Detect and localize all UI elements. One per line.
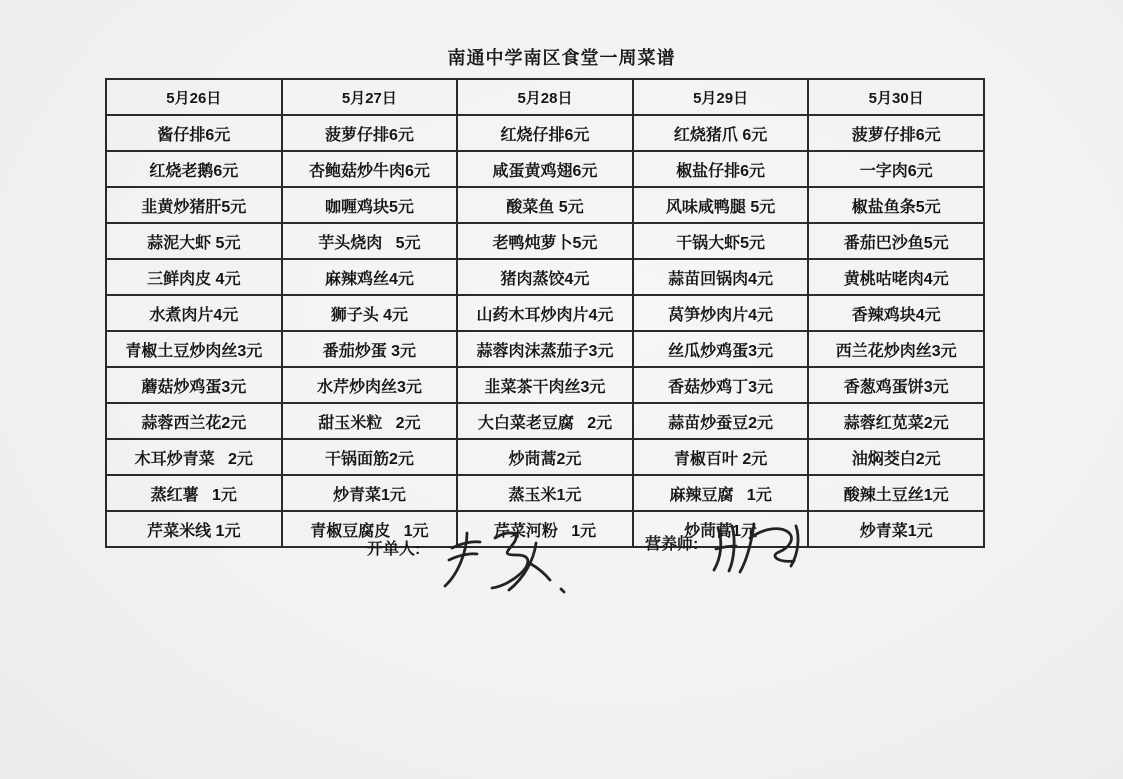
- menu-cell: 丝瓜炒鸡蛋3元: [633, 331, 809, 367]
- menu-cell: 青椒百叶 2元: [633, 439, 809, 475]
- menu-cell: 蒸红薯 1元: [106, 475, 282, 511]
- menu-cell: 干锅面筋2元: [282, 439, 458, 475]
- menu-cell: 甜玉米粒 2元: [282, 403, 458, 439]
- table-row: [106, 223, 984, 259]
- table-row: [106, 187, 984, 223]
- table-row: [106, 259, 984, 295]
- menu-cell: 三鲜肉皮 4元: [106, 259, 282, 295]
- menu-cell: 山药木耳炒肉片4元: [457, 295, 633, 331]
- menu-table-header: [106, 79, 984, 115]
- menu-cell: 椒盐仔排6元: [633, 151, 809, 187]
- menu-cell: 蒜苗炒蚕豆2元: [633, 403, 809, 439]
- column-header-date: 5月29日: [633, 79, 809, 115]
- menu-cell: 蒜蓉红苋菜2元: [808, 403, 984, 439]
- table-row: [106, 367, 984, 403]
- menu-cell: 酱仔排6元: [106, 115, 282, 151]
- menu-cell: 番茄炒蛋 3元: [282, 331, 458, 367]
- menu-cell: 麻辣豆腐 1元: [633, 475, 809, 511]
- table-row: [106, 295, 984, 331]
- table-row: [106, 115, 984, 151]
- menu-cell: 水芹炒肉丝3元: [282, 367, 458, 403]
- column-header-date: 5月27日: [282, 79, 458, 115]
- menu-cell: 蒸玉米1元: [457, 475, 633, 511]
- menu-cell: 大白菜老豆腐 2元: [457, 403, 633, 439]
- menu-cell: 黄桃咕咾肉4元: [808, 259, 984, 295]
- menu-cell: 菠萝仔排6元: [808, 115, 984, 151]
- menu-cell: 蒜泥大虾 5元: [106, 223, 282, 259]
- menu-cell: 青椒土豆炒肉丝3元: [106, 331, 282, 367]
- menu-cell: 木耳炒青菜 2元: [106, 439, 282, 475]
- column-header-date: 5月28日: [457, 79, 633, 115]
- nutritionist-label: 营养师:: [645, 536, 699, 553]
- menu-cell: 炒青菜1元: [808, 511, 984, 547]
- menu-cell: 芹菜米线 1元: [106, 511, 282, 547]
- menu-cell: 咸蛋黄鸡翅6元: [457, 151, 633, 187]
- menu-cell: 西兰花炒肉丝3元: [808, 331, 984, 367]
- menu-cell: 风味咸鸭腿 5元: [633, 187, 809, 223]
- menu-cell: 香葱鸡蛋饼3元: [808, 367, 984, 403]
- table-row: [106, 151, 984, 187]
- menu-cell: 番茄巴沙鱼5元: [808, 223, 984, 259]
- menu-cell: 猪肉蒸饺4元: [457, 259, 633, 295]
- menu-cell: 芹菜河粉 1元: [457, 511, 633, 547]
- table-row: [106, 439, 984, 475]
- menu-cell: 蘑菇炒鸡蛋3元: [106, 367, 282, 403]
- menu-cell: 酸辣土豆丝1元: [808, 475, 984, 511]
- menu-cell: 蒜蓉西兰花2元: [106, 403, 282, 439]
- menu-cell: 青椒豆腐皮 1元: [282, 511, 458, 547]
- menu-cell: 酸菜鱼 5元: [457, 187, 633, 223]
- menu-cell: 炒茼蒿2元: [457, 439, 633, 475]
- table-row: [106, 403, 984, 439]
- table-row: [106, 475, 984, 511]
- menu-cell: 韭菜茶干肉丝3元: [457, 367, 633, 403]
- menu-cell: 狮子头 4元: [282, 295, 458, 331]
- menu-cell: 干锅大虾5元: [633, 223, 809, 259]
- menu-cell: 红烧猪爪 6元: [633, 115, 809, 151]
- issuer-signature: [432, 524, 582, 602]
- menu-cell: 水煮肉片4元: [106, 295, 282, 331]
- menu-cell: 韭黄炒猪肝5元: [106, 187, 282, 223]
- menu-cell: 莴笋炒肉片4元: [633, 295, 809, 331]
- menu-cell: 麻辣鸡丝4元: [282, 259, 458, 295]
- menu-cell: 蒜苗回锅肉4元: [633, 259, 809, 295]
- column-header-date: 5月30日: [808, 79, 984, 115]
- menu-cell: 蒜蓉肉沫蒸茄子3元: [457, 331, 633, 367]
- menu-cell: 炒茼蒿1元: [633, 511, 809, 547]
- menu-cell: 咖喱鸡块5元: [282, 187, 458, 223]
- menu-cell: 香辣鸡块4元: [808, 295, 984, 331]
- menu-cell: 一字肉6元: [808, 151, 984, 187]
- column-header-date: 5月26日: [106, 79, 282, 115]
- header-row: [106, 79, 984, 115]
- menu-cell: 芋头烧肉 5元: [282, 223, 458, 259]
- nutritionist-signature: [706, 516, 806, 580]
- weekly-menu-table: [105, 78, 985, 548]
- menu-cell: 杏鲍菇炒牛肉6元: [282, 151, 458, 187]
- menu-cell: 红烧仔排6元: [457, 115, 633, 151]
- table-row: [106, 331, 984, 367]
- menu-cell: 炒青菜1元: [282, 475, 458, 511]
- menu-cell: 红烧老鹅6元: [106, 151, 282, 187]
- page-title: 南通中学南区食堂一周菜谱: [447, 48, 676, 68]
- menu-cell: 油焖茭白2元: [808, 439, 984, 475]
- menu-table-body: [106, 115, 984, 547]
- menu-cell: 老鸭炖萝卜5元: [457, 223, 633, 259]
- menu-cell: 菠萝仔排6元: [282, 115, 458, 151]
- menu-cell: 香菇炒鸡丁3元: [633, 367, 809, 403]
- menu-cell: 椒盐鱼条5元: [808, 187, 984, 223]
- issuer-label: 开单人:: [367, 541, 421, 558]
